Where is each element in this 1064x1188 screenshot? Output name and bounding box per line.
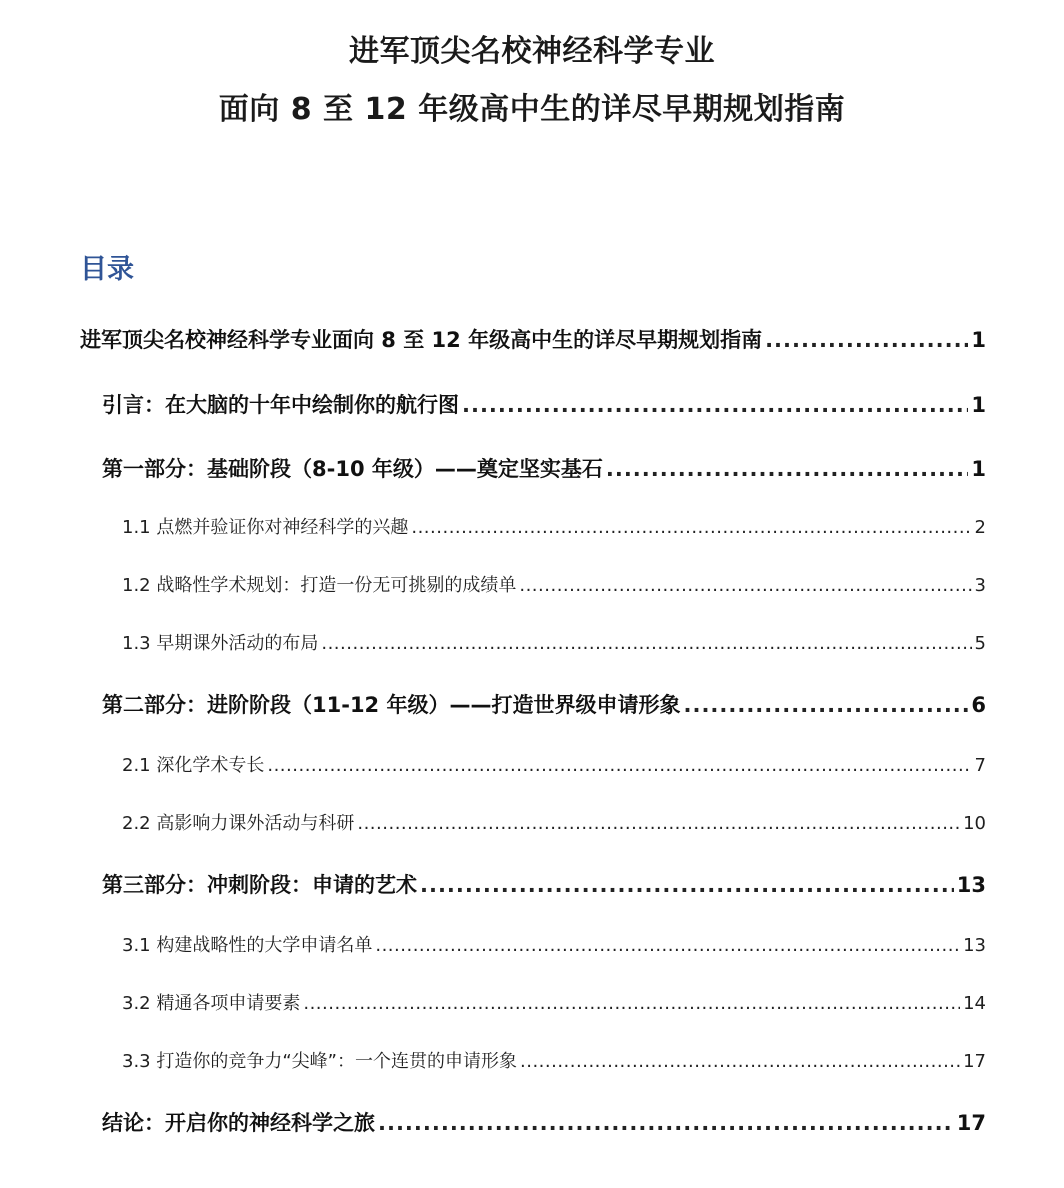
toc-entry[interactable] [80,325,986,355]
toc-page-number: 14 [963,993,986,1014]
toc-entry[interactable] [122,513,986,543]
toc-page-number: 13 [956,873,986,897]
toc-entry[interactable] [122,931,986,961]
toc-leader-dots [267,751,971,781]
toc-entry[interactable] [122,1047,986,1077]
toc-entry-text: 2.1 深化学术专长 [122,755,265,776]
toc-entry[interactable] [102,870,986,900]
toc-leader-dots [520,1047,960,1077]
toc-entry[interactable] [122,751,986,781]
toc-page-number: 10 [963,813,986,834]
toc-entry-text: 结论：开启你的神经科学之旅 [102,1111,375,1135]
toc-entry[interactable] [122,809,986,839]
toc-entry-text: 1.1 点燃并验证你对神经科学的兴趣 [122,517,409,538]
toc-page-number: 6 [971,693,986,717]
toc-entry-text: 1.2 战略性学术规划：打造一份无可挑剔的成绩单 [122,575,517,596]
toc-leader-dots [411,513,971,543]
toc-page-number: 3 [974,575,986,596]
toc-leader-dots [303,989,960,1019]
toc-entry[interactable] [122,989,986,1019]
toc-page-number: 17 [956,1111,986,1135]
toc-leader-dots [765,325,968,355]
toc-entry-text: 第三部分：冲刺阶段：申请的艺术 [102,873,417,897]
toc-leader-dots [357,809,960,839]
toc-leader-dots [321,629,971,659]
toc-page-number: 7 [974,755,986,776]
toc-entry-text: 1.3 早期课外活动的布局 [122,633,319,654]
toc-entry[interactable] [122,571,986,601]
document-title-line2: 面向 8 至 12 年级高中生的详尽早期规划指南 [218,92,846,127]
toc-leader-dots [519,571,971,601]
toc-entry[interactable] [102,454,986,484]
toc-leader-dots [606,454,969,484]
toc-heading: 目录 [80,254,134,285]
toc-page-number: 13 [963,935,986,956]
toc-page-number: 1 [971,393,986,417]
toc-entry-text: 2.2 高影响力课外活动与科研 [122,813,355,834]
toc-entry-text: 3.3 打造你的竞争力“尖峰”：一个连贯的申请形象 [122,1051,517,1072]
toc-leader-dots [462,390,968,420]
toc-entry[interactable] [102,690,986,720]
toc-leader-dots [420,870,954,900]
toc-page-number: 1 [971,328,986,352]
toc-page-number: 2 [974,517,986,538]
toc-entry-text: 3.1 构建战略性的大学申请名单 [122,935,373,956]
document-title-line1: 进军顶尖名校神经科学专业 [349,34,715,69]
toc-entry[interactable] [122,629,986,659]
toc-page-number: 5 [974,633,986,654]
toc-leader-dots [375,931,960,961]
toc-entry-text: 3.2 精通各项申请要素 [122,993,301,1014]
toc-entry-text: 引言：在大脑的十年中绘制你的航行图 [102,393,459,417]
toc-entry[interactable] [102,390,986,420]
toc-leader-dots [378,1108,954,1138]
toc-leader-dots [683,690,968,720]
toc-entry-text: 第二部分：进阶阶段（11-12 年级）——打造世界级申请形象 [102,693,681,717]
toc-page-number: 1 [971,457,986,481]
toc-page-number: 17 [963,1051,986,1072]
toc-entry-text: 进军顶尖名校神经科学专业面向 8 至 12 年级高中生的详尽早期规划指南 [80,328,763,352]
toc-entry-text: 第一部分：基础阶段（8-10 年级）——奠定坚实基石 [102,457,603,481]
toc-entry[interactable] [102,1108,986,1138]
